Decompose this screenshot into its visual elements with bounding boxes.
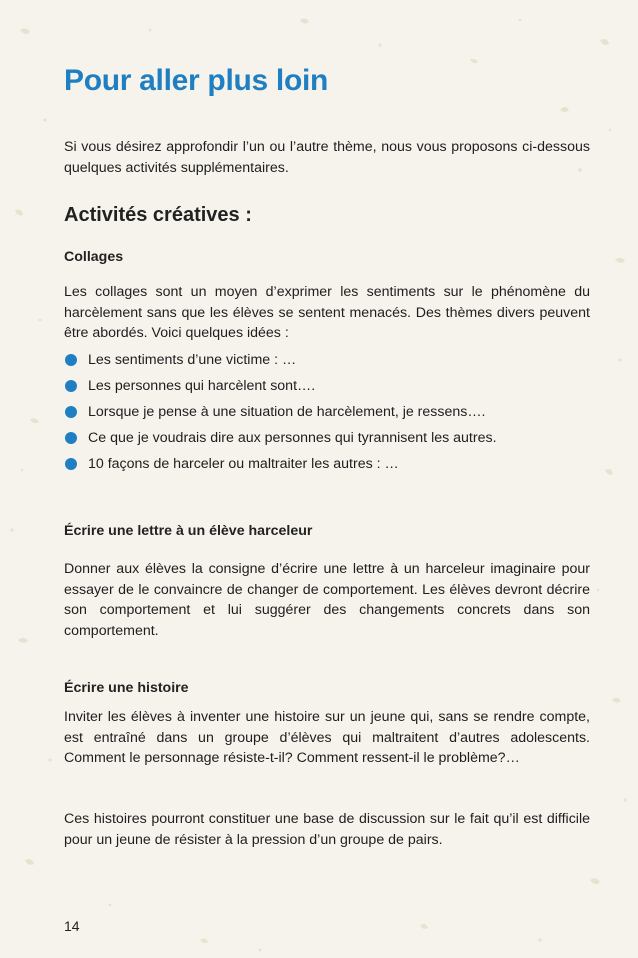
bullet-icon xyxy=(65,380,77,392)
lettre-heading: Écrire une lettre à un élève harceleur xyxy=(64,523,313,539)
bullet-icon xyxy=(65,458,77,470)
histoire-paragraph-2: Ces histoires pourront constituer une base de discussion sur le fait qu’il est difficile pour un jeune de résister à la pression d’un groupe de pairs. xyxy=(64,811,590,848)
bullet-icon xyxy=(65,432,77,444)
page-number: 14 xyxy=(64,918,80,934)
list-item xyxy=(64,428,590,454)
histoire-paragraph-1: Inviter les élèves à inventer une histoire sur un jeune qui, sans se rendre compte, est entraîné dans un groupe d’élèves qui maltraitent d’autres adolescents. Comment le personnage résiste-t-il? Comment ressent-il le problème?… xyxy=(64,709,590,766)
bullet-icon xyxy=(65,406,77,418)
section-heading: Activités créatives : xyxy=(64,204,252,226)
collages-ideas-list xyxy=(64,350,590,480)
lettre-paragraph: Donner aux élèves la consigne d’écrire une lettre à un harceleur imaginaire pour essayer de le convaincre de changer de comportement. Les élèves devront décrire son comportement et lui suggérer des changements concrets dans son comportement. xyxy=(64,561,590,639)
list-item xyxy=(64,454,590,480)
list-item-text: Les personnes qui harcèlent sont…. xyxy=(88,378,316,394)
page-title: Pour aller plus loin xyxy=(64,64,329,97)
bullet-icon xyxy=(65,354,77,366)
collages-paragraph: Les collages sont un moyen d’exprimer les sentiments sur le phénomène du harcèlement sans que les élèves se sentent menacés. Des thèmes divers peuvent être abordés. Voici quelques idées : xyxy=(64,284,590,341)
list-item-text: Ce que je voudrais dire aux personnes qui tyrannisent les autres. xyxy=(88,430,497,446)
list-item-text: Lorsque je pense à une situation de harcèlement, je ressens…. xyxy=(88,404,486,420)
list-item xyxy=(64,376,590,402)
list-item xyxy=(64,402,590,428)
collages-heading: Collages xyxy=(64,249,124,265)
list-item-text: 10 façons de harceler ou maltraiter les autres : … xyxy=(88,456,399,472)
histoire-heading: Écrire une histoire xyxy=(64,680,189,696)
intro-paragraph: Si vous désirez approfondir l’un ou l’autre thème, nous vous proposons ci-dessous quelques activités supplémentaires. xyxy=(64,139,590,176)
list-item xyxy=(64,350,590,376)
list-item-text: Les sentiments d’une victime : … xyxy=(88,352,297,368)
